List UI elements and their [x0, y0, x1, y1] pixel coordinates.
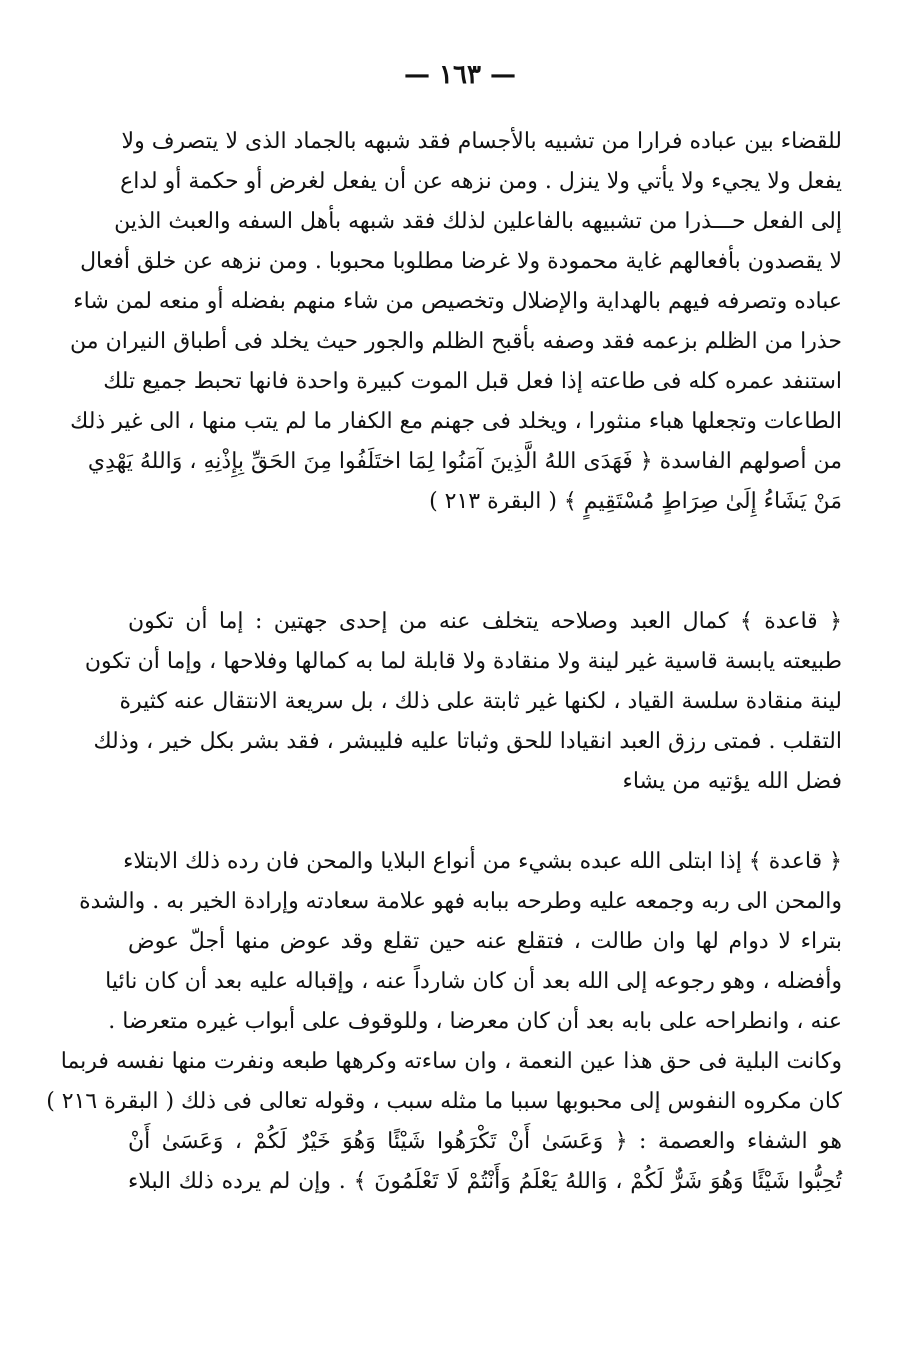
- text-line: كان مكروه النفوس إلى محبوبها سببا ما مثله سبب ، وقوله تعالى فى ذلك ( البقرة ٢١٦ ): [46, 1089, 842, 1114]
- text-line: الطاعات وتجعلها هباء منثورا ، ويخلد فى جهنم مع الكفار ما لم يتب منها ، الى غير ذلك: [70, 409, 842, 434]
- text-line: ﴿ قاعدة ﴾ إذا ابتلى الله عبده بشيء من أنواع البلايا والمحن فان رده ذلك الابتلاء: [123, 849, 842, 874]
- page-number: — ١٦٣ —: [403, 60, 517, 90]
- text-line: فضل الله يؤتيه من يشاء: [622, 769, 842, 794]
- text-line: والمحن الى ربه وجمعه عليه وطرحه ببابه فهو علامة سعادته وإرادة الخير به . والشدة: [79, 889, 842, 914]
- text-line: مَنْ يَشَاءُ إِلَىٰ صِرَاطٍ مُسْتَقِيمٍ ﴾ ( البقرة ٢١٣ ): [429, 489, 842, 514]
- paragraph-1: [70, 122, 842, 522]
- text-line: استنفد عمره كله فى طاعته إذا فعل قبل الموت كبيرة واحدة فانها تحبط جميع تلك: [103, 369, 842, 394]
- text-line: التقلب . فمتى رزق العبد انقيادا للحق وثباتا عليه فليبشر ، فقد بشر بكل خير ، وذلك: [93, 729, 842, 754]
- text-line: وكانت البلية فى حق هذا عين النعمة ، وان ساءته وكرهها طبعه ونفرت منها نفسه فربما: [60, 1049, 842, 1074]
- paragraph-3: [46, 842, 842, 1202]
- text-line: حذرا من الظلم بزعمه فقد وصفه بأقبح الظلم والجور حيث يخلد فى أطباق النيران من: [70, 329, 842, 354]
- text-line: للقضاء بين عباده فرارا من تشبيه بالأجسام فقد شبهه بالجماد الذى لا يتصرف ولا: [121, 129, 842, 154]
- text-line: بتراء لا دوام لها وان طالت ، فتقلع عنه حين تقلع وقد عوض منها أجلّ عوض: [128, 929, 842, 954]
- text-line: يفعل ولا يجيء ولا يأتي ولا ينزل . ومن نزهه عن أن يفعل لغرض أو حكمة أو لداع: [120, 169, 842, 194]
- text-line: من أصولهم الفاسدة ﴿ فَهَدَى اللهُ الَّذِينَ آمَنُوا لِمَا اختَلَفُوا مِنَ الحَقِّ بِإِذْنِهِ ، وَاللهُ يَهْدِي: [87, 449, 842, 474]
- text-line: تُحِبُّوا شَيْئًا وَهُوَ شَرٌّ لَكُمْ ، وَاللهُ يَعْلَمُ وَأَنْتُمْ لَا تَعْلَمُونَ ﴾ . وإن لم يرده ذلك البلاء: [128, 1169, 842, 1194]
- text-line: هو الشفاء والعصمة : ﴿ وَعَسَىٰ أَنْ تَكْرَهُوا شَيْئًا وَهُوَ خَيْرٌ لَكُمْ ، وَعَسَىٰ أَنْ: [128, 1129, 842, 1154]
- text-line: ﴿ قاعدة ﴾ كمال العبد وصلاحه يتخلف عنه من إحدى جهتين : إما أن تكون: [128, 609, 842, 634]
- text-line: إلى الفعل حـــذرا من تشبيهه بالفاعلين لذلك فقد شبهه بأهل السفه والعبث الذين: [114, 209, 842, 234]
- text-line: عباده وتصرفه فيهم بالهداية والإضلال وتخصيص من شاء منهم بفضله أو منعه لمن شاء: [73, 289, 842, 314]
- text-line: لينة منقادة سلسة القياد ، لكنها غير ثابتة على ذلك ، بل سريعة الانتقال عنه كثيرة: [119, 689, 842, 714]
- text-line: لا يقصدون بأفعالهم غاية محمودة ولا غرضا مطلوبا محبوبا . ومن نزهه عن خلق أفعال: [80, 249, 842, 274]
- paragraph-2: [84, 602, 842, 802]
- text-line: عنه ، وانطراحه على بابه بعد أن كان معرضا ، وللوقوف على أبواب غيره متعرضا .: [108, 1009, 842, 1034]
- text-line: وأفضله ، وهو رجوعه إلى الله بعد أن كان شارداً عنه ، وإقباله عليه بعد أن كان نائيا: [105, 969, 842, 994]
- text-line: طبيعته يابسة قاسية غير لينة ولا منقادة ولا قابلة لما به كمالها وفلاحها ، وإما أن تكون: [84, 649, 842, 674]
